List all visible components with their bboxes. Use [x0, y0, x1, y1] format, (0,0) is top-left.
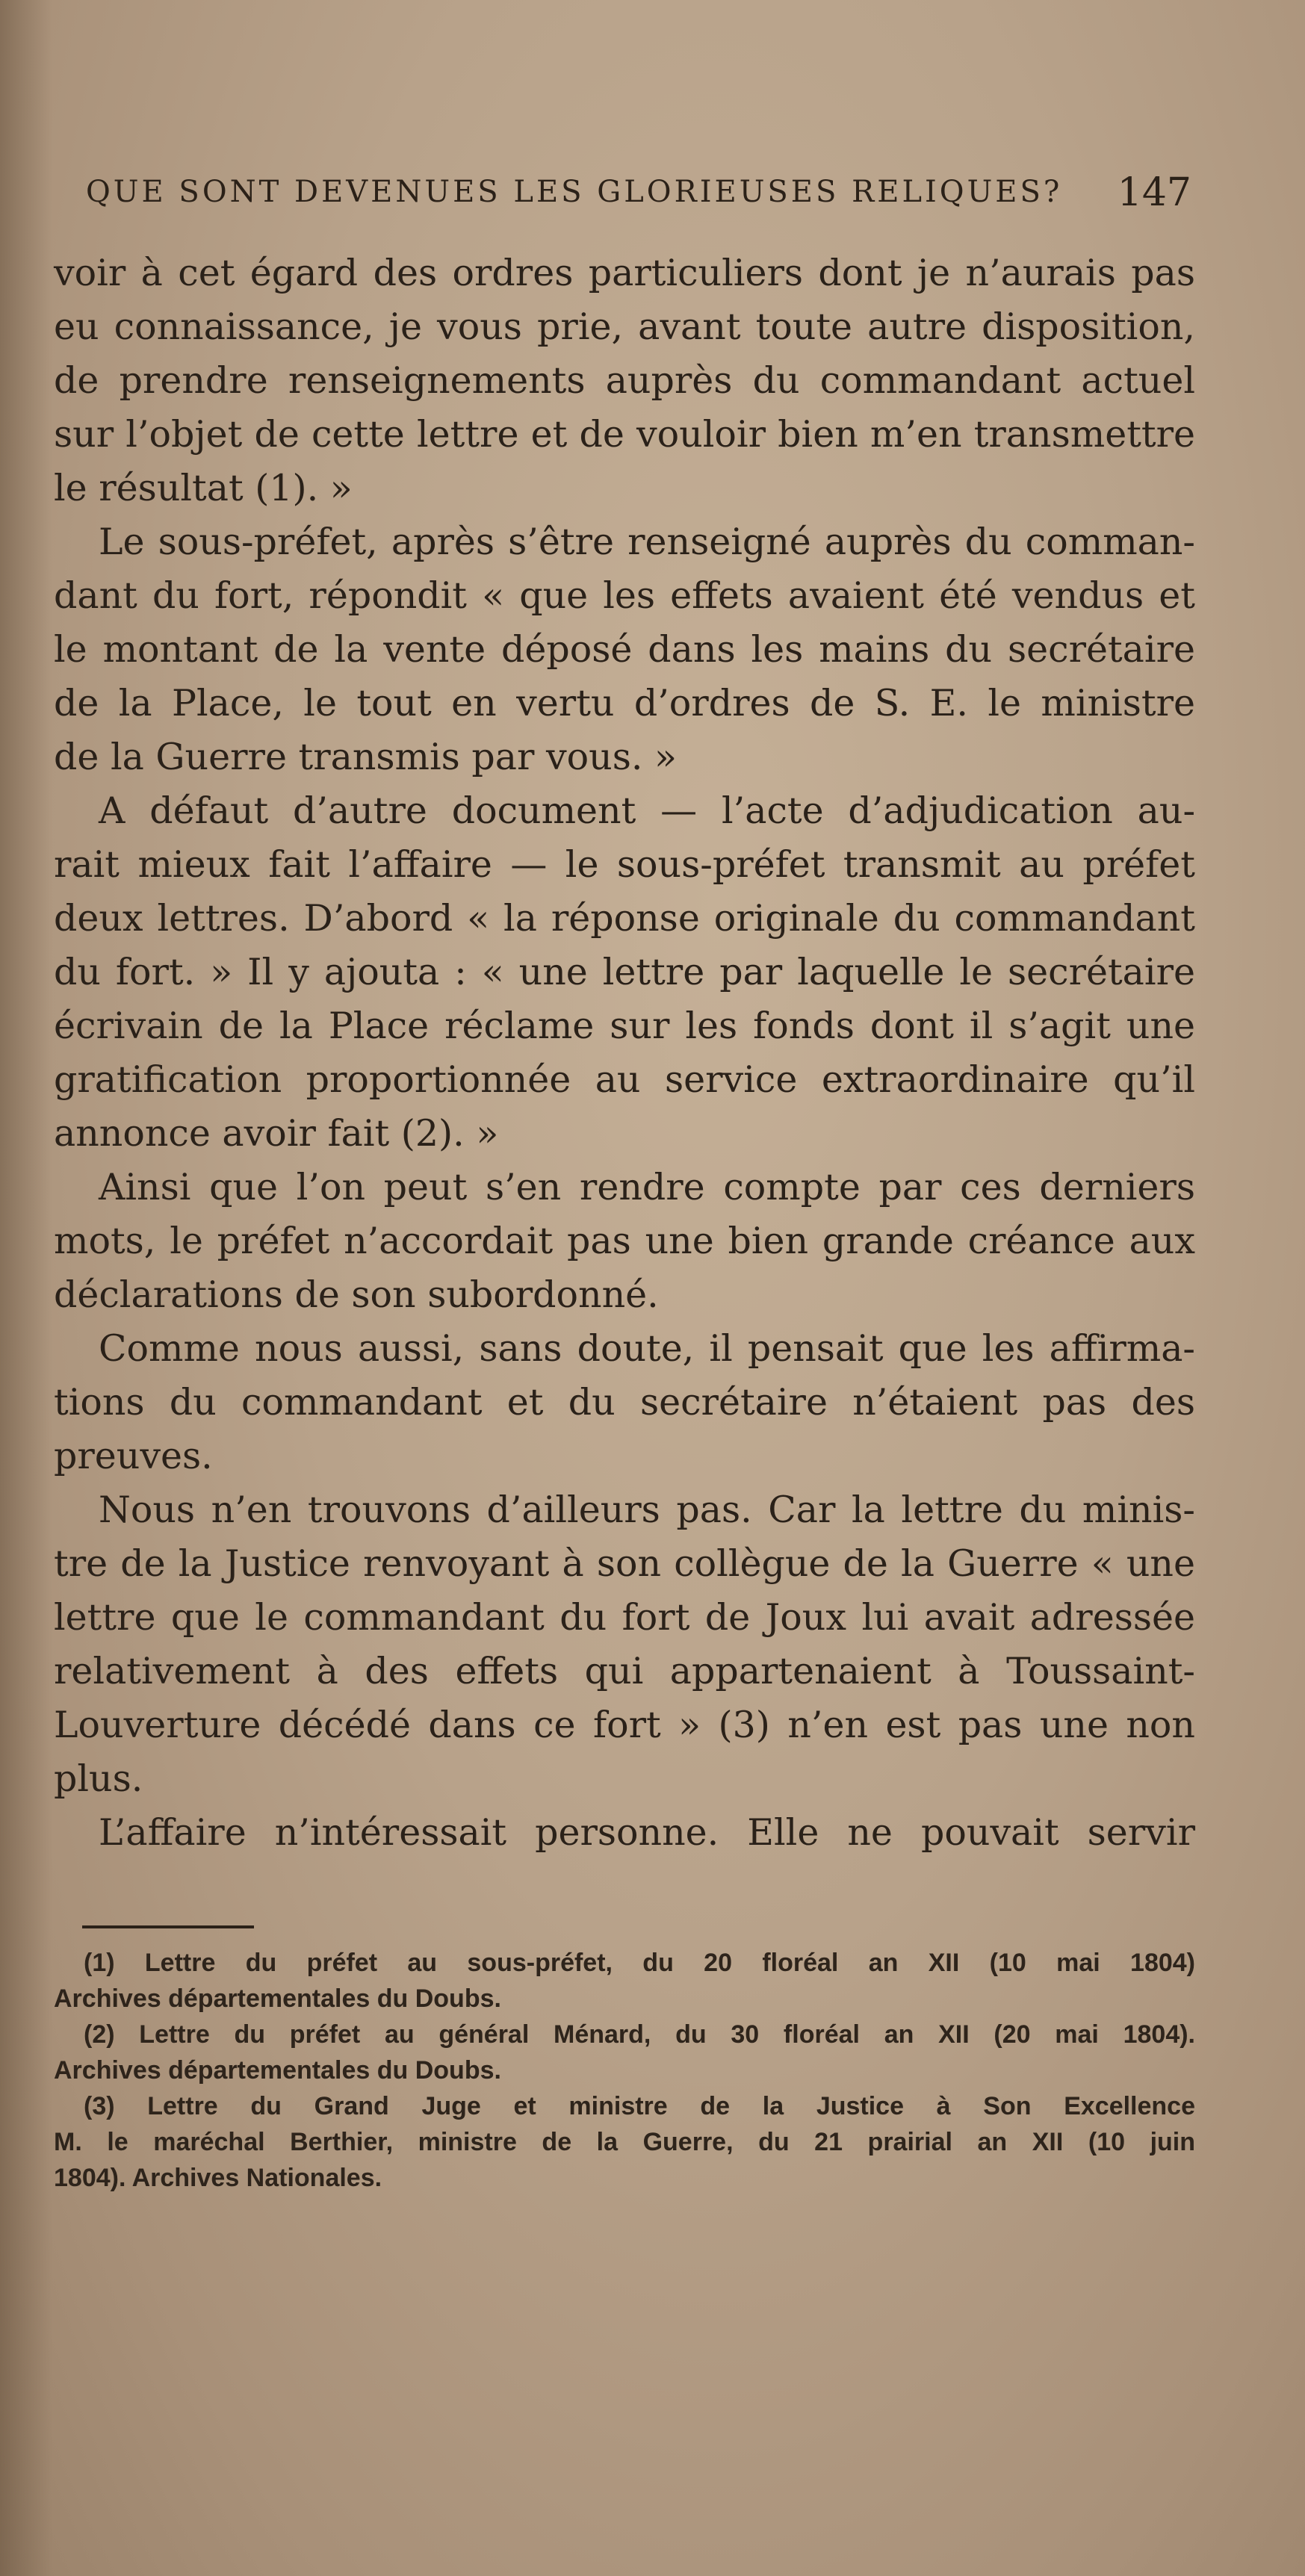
footnote-line: (2) Lettre du préfet au général Ménard, du 30 floréal an XII (20 mai 1804). [84, 2020, 1195, 2049]
text-line: mots, le préfet n’accordait pas une bien grande créance aux [54, 1220, 1195, 1262]
footnote-line: (3) Lettre du Grand Juge et ministre de la Justice à Son Excellence [84, 2092, 1195, 2120]
text-line: de la Guerre transmis par vous. » [54, 736, 678, 778]
text-line: annonce avoir fait (2). » [54, 1112, 499, 1155]
text-line: Nous n’en trouvons d’ailleurs pas. Car la lettre du minis- [99, 1489, 1195, 1531]
text-line: le résultat (1). » [54, 467, 353, 509]
text-line: déclarations de son subordonné. [54, 1273, 659, 1316]
text-line: de la Place, le tout en vertu d’ordres de S. E. le ministre [54, 682, 1195, 724]
footnote-line: 1804). Archives Nationales. [54, 2164, 382, 2192]
text-line: lettre que le commandant du fort de Joux lui avait adressée [54, 1596, 1195, 1639]
footnote-line: Archives départementales du Doubs. [54, 2056, 501, 2085]
text-line: Comme nous aussi, sans doute, il pensait que les affirma- [99, 1327, 1195, 1370]
text-line: écrivain de la Place réclame sur les fonds dont il s’agit une [54, 1005, 1195, 1047]
text-line: gratification proportionnée au service extraordinaire qu’il [54, 1058, 1195, 1101]
page-number: 147 [1117, 170, 1191, 215]
text-line: rait mieux fait l’affaire — le sous-préfet transmit au préfet [54, 843, 1195, 886]
running-head: QUE SONT DEVENUES LES GLORIEUSES RELIQUES? [86, 175, 1063, 209]
main-text [54, 246, 1195, 1860]
text-line: L’affaire n’intéressait personne. Elle ne pouvait servir [99, 1811, 1195, 1854]
text-line: eu connaissance, je vous prie, avant toute autre disposition, [54, 305, 1195, 348]
text-line: Louverture décédé dans ce fort » (3) n’en est pas une non [54, 1704, 1195, 1746]
text-line: le montant de la vente déposé dans les mains du secrétaire [54, 628, 1195, 671]
text-line: preuves. [54, 1435, 213, 1477]
text-line: dant du fort, répondit « que les effets avaient été vendus et [54, 574, 1195, 617]
text-line: relativement à des effets qui appartenaient à Toussaint- [54, 1650, 1195, 1692]
footnote-line: M. le maréchal Berthier, ministre de la Guerre, du 21 prairial an XII (10 juin [54, 2128, 1195, 2156]
text-line: A défaut d’autre document — l’acte d’adjudication au- [99, 789, 1195, 832]
footnote-divider [82, 1925, 254, 1928]
text-line: tre de la Justice renvoyant à son collègue de la Guerre « une [54, 1542, 1195, 1585]
page-header [86, 170, 1191, 223]
text-line: plus. [54, 1757, 143, 1800]
footnote-line: (1) Lettre du préfet au sous-préfet, du 20 floréal an XII (10 mai 1804) [84, 1949, 1195, 1977]
text-line: deux lettres. D’abord « la réponse originale du commandant [54, 897, 1195, 940]
footnotes [54, 1945, 1195, 2196]
text-line: sur l’objet de cette lettre et de vouloir bien m’en transmettre [54, 413, 1195, 456]
text-line: Ainsi que l’on peut s’en rendre compte par ces derniers [99, 1166, 1195, 1208]
text-line: voir à cet égard des ordres particuliers dont je n’aurais pas [54, 252, 1195, 294]
text-line: du fort. » Il y ajouta : « une lettre par laquelle le secrétaire [54, 951, 1195, 993]
text-line: tions du commandant et du secrétaire n’étaient pas des [54, 1381, 1195, 1424]
text-line: Le sous-préfet, après s’être renseigné auprès du comman- [99, 521, 1195, 563]
text-line: de prendre renseignements auprès du commandant actuel [54, 359, 1195, 402]
footnote-line: Archives départementales du Doubs. [54, 1984, 501, 2013]
